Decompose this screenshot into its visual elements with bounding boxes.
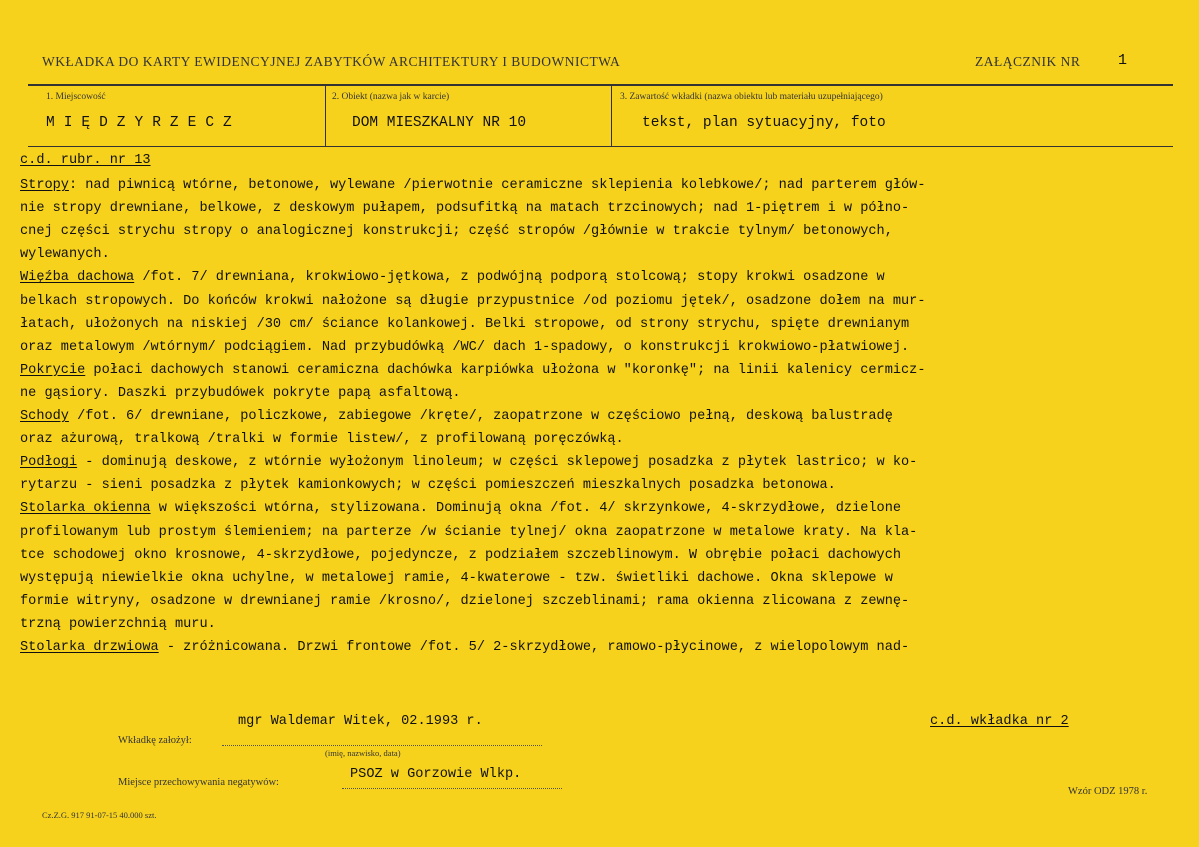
section-heading: Stropy [20, 178, 69, 193]
continued-note: c.d. wkładka nr 2 [930, 714, 1069, 729]
body-line-text: : nad piwnicą wtórne, betonowe, wylewane /pierwotnie ceramiczne sklepienia kolebkowe/; nad parterem głów- [68, 178, 926, 193]
body-line [20, 200, 1180, 217]
body-line-text: nie stropy drewniane, belkowe, z deskowym pułapem, podsufitką na matach trzcinowych; nad 1-piętrem i w półno- [20, 201, 910, 217]
body-line [20, 385, 1180, 402]
field-divider-2 [611, 86, 612, 146]
storage-value: PSOZ w Gorzowie Wlkp. [350, 767, 522, 782]
body-line-text: /fot. 7/ drewniana, krokwiowo-jętkowa, z podwójną podporą stolcową; stopy krokwi osadzone w [134, 270, 885, 286]
form-title: WKŁADKA DO KARTY EWIDENCYJNEJ ZABYTKÓW ARCHITEKTURY I BUDOWNICTWA [42, 54, 621, 69]
body-line-text: - dominują deskowe, z wtórnie wyłożonym linoleum; w części sklepowej posadzka z płytek lastrico; w ko- [77, 455, 918, 471]
body-line-text: połaci dachowych stanowi ceramiczna dachówka karpiówka ułożona w "koronkę"; na linii kalenicy cermicz- [85, 362, 926, 378]
body-line [20, 616, 1180, 633]
body-line [20, 500, 1180, 517]
section-heading: Schody [20, 409, 69, 424]
print-info: Cz.Z.G. 917 91-07-15 40.000 szt. [42, 810, 157, 820]
body-line-text: belkach stropowych. Do końców krokwi nałożone są długie przypustnice /od poziomu jętek/, osadzone dołem na mur- [20, 293, 926, 309]
body-line [20, 269, 1180, 286]
section-heading: Pokrycie [20, 362, 86, 378]
object-label: 2. Obiekt (nazwa jak w karcie) [332, 92, 450, 102]
section-heading: Stolarka okienna [20, 501, 151, 517]
body-line-text: łatach, ułożonych na niskiej /30 cm/ ściance kolankowej. Belki stropowe, od strony strychu, spięte drewnianym [20, 316, 910, 332]
field-divider-1 [325, 86, 326, 146]
attachment-label: ZAŁĄCZNIK NR [975, 54, 1081, 69]
attachment-number: 1 [1118, 52, 1128, 69]
body-line [20, 524, 1180, 541]
location-value: MIĘDZYRZECZ [46, 115, 241, 131]
body-line [20, 454, 1180, 471]
body-line [20, 246, 1180, 263]
author-line [222, 745, 542, 746]
body-line-text: formie witryny, osadzone w drewnianej ramie /krosno/, dzielonej szczeblinami; rama okienna zlicowana z zewnę- [20, 593, 910, 609]
body-line-text: w większości wtórna, stylizowana. Dominują okna /fot. 4/ skrzynkowe, 4-skrzydłowe, dzielone [150, 501, 902, 517]
form-model: Wzór ODZ 1978 r. [1068, 786, 1148, 797]
body-line [20, 293, 1180, 310]
author-hint: (imię, nazwisko, data) [325, 748, 401, 758]
storage-line [342, 788, 562, 789]
body-line-text: profilowanym lub prostym ślemieniem; na parterze /w ścianie tylnej/ okna zaopatrzone w metalowe kraty. Na kla- [20, 524, 918, 540]
body-line [20, 431, 1180, 448]
section-heading: Stolarka drzwiowa [20, 640, 159, 655]
continuation-note: c.d. rubr. nr 13 [20, 153, 151, 168]
body-line-text: /fot. 6/ drewniane, policzkowe, zabiegowe /kręte/, zaopatrzone w częściowo pełną, deskową balustradę [68, 409, 893, 424]
contents-value: tekst, plan sytuacyjny, foto [642, 115, 886, 131]
body-line [20, 339, 1180, 356]
section-heading: Podłogi [20, 455, 78, 471]
body-line [20, 362, 1180, 379]
author-value: mgr Waldemar Witek, 02.1993 r. [238, 714, 483, 729]
body-line [20, 477, 1180, 494]
body-line-text: cnej części strychu stropy o analogicznej konstrukcji; część stropów /głównie w trakcie tylnym/ betonowych, [20, 224, 893, 240]
section-heading: Więźba dachowa [20, 270, 135, 286]
body-line-text: wylewanych. [20, 247, 110, 263]
body-line-text: oraz metalowym /wtórnym/ podciągiem. Nad przybudówką /WC/ dach 1-spadowy, o konstrukcji krokwiowo-płatwiowej. [20, 339, 910, 355]
storage-label: Miejsce przechowywania negatywów: [118, 777, 279, 788]
object-value: DOM MIESZKALNY NR 10 [352, 115, 527, 131]
body-line [20, 177, 1180, 194]
body-line [20, 593, 1180, 610]
body-line [20, 570, 1180, 587]
location-label: 1. Miejscowość [46, 92, 106, 102]
body-line-text: tce schodowej okno krosnowe, 4-skrzydłowe, pojedyncze, z podziałem szczeblinowym. W obrębie połaci dachowych [20, 547, 902, 563]
body-line-text: ne gąsiory. Daszki przybudówek pokryte papą asfaltową. [20, 385, 461, 401]
body-line [20, 408, 1180, 425]
body-line [20, 639, 1180, 656]
body-line-text: oraz ażurową, tralkową /tralki w formie listew/, z profilowaną poręczówką. [20, 432, 624, 448]
body-line-text: - zróżnicowana. Drzwi frontowe /fot. 5/ 2-skrzydłowe, ramowo-płycinowe, z wielopolowym nad- [158, 640, 910, 655]
body-line [20, 223, 1180, 240]
body-line [20, 547, 1180, 564]
body-line [20, 316, 1180, 333]
author-label: Wkładkę założył: [118, 735, 192, 746]
contents-label: 3. Zawartość wkładki (nazwa obiektu lub materiału uzupełniającego) [620, 92, 883, 102]
body-line-text: rytarzu - sieni posadzka z płytek kamionkowych; w części pomieszczeń mieszkalnych posadzka betonowa. [20, 478, 836, 494]
body-line-text: trzną powierzchnią muru. [20, 616, 216, 632]
header-rule-top [28, 84, 1173, 86]
header-rule-bottom [28, 146, 1173, 147]
body-line-text: występują niewielkie okna uchylne, w metalowej ramie, 4-kwaterowe - tzw. świetliki dachowe. Okna sklepowe w [20, 570, 893, 586]
